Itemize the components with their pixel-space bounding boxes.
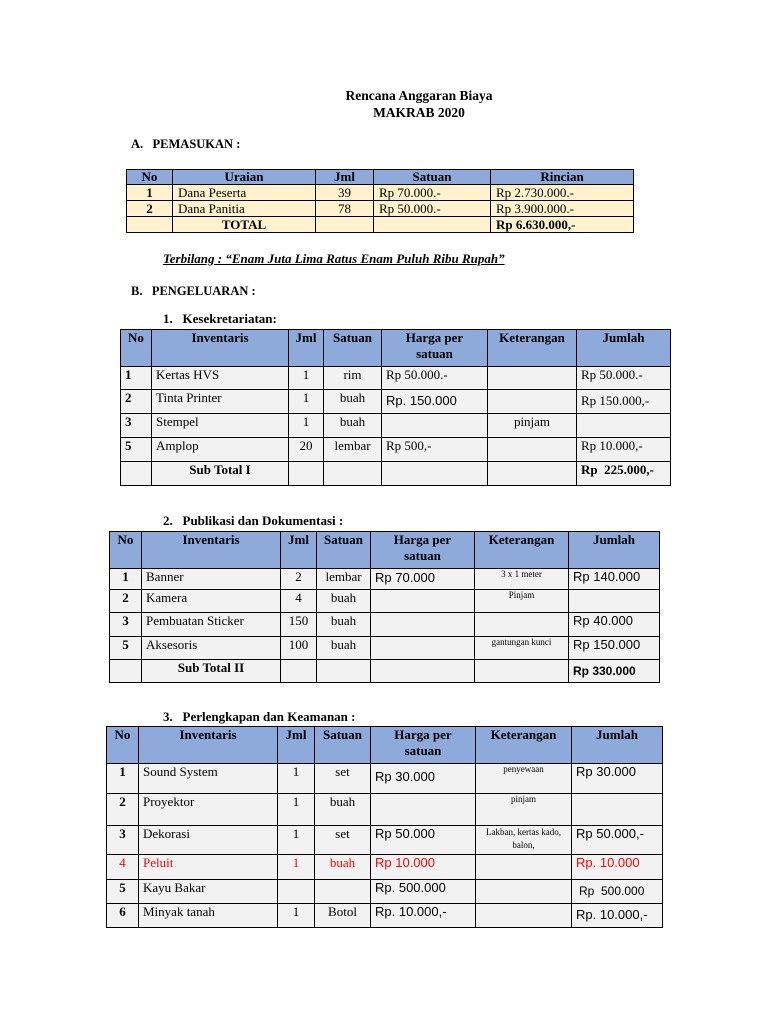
subtotal-row — [121, 462, 671, 486]
cell-keterangan — [475, 613, 569, 637]
cell-no: 1 — [110, 569, 142, 590]
table-row — [110, 590, 660, 613]
cell-inventaris: Kertas HVS — [152, 367, 289, 390]
cell-harga: Rp. 10.000,- — [371, 904, 476, 928]
col-header-no: No — [110, 532, 142, 569]
cell-jml: 150 — [281, 613, 317, 637]
col-header-satuan: Satuan — [374, 170, 491, 185]
cell-jumlah: Rp 40.000 — [569, 613, 660, 637]
cell-inventaris: Aksesoris — [142, 637, 281, 660]
cell-no: 5 — [110, 637, 142, 660]
cell-harga: Rp 50.000 — [371, 826, 476, 855]
col-header-satuan: Satuan — [324, 330, 382, 367]
cell-inventaris: Amplop — [152, 438, 289, 462]
cell-no: 1 — [127, 185, 173, 201]
section-heading-pengeluaran: B. PENGELUARAN : — [131, 284, 256, 298]
cell-jumlah: Rp 50.000.- — [577, 367, 671, 390]
table-header-row — [127, 170, 634, 185]
subtotal-label: Sub Total II — [142, 660, 281, 683]
cell-jml: 1 — [289, 367, 324, 390]
col-header-keterangan: Keterangan — [488, 330, 577, 367]
cell-keterangan: penyewaan — [476, 764, 572, 794]
col-header-uraian: Uraian — [173, 170, 316, 185]
cell-satuan: set — [315, 764, 371, 794]
cell-satuan: Rp 50.000.- — [374, 201, 491, 217]
cell-satuan: buah — [315, 794, 371, 826]
subsection-heading-kesekretariatan: 1. Kesekretariatan: — [163, 311, 277, 326]
cell-inventaris: Kayu Bakar — [139, 880, 278, 904]
cell-satuan: lembar — [324, 438, 382, 462]
perlengkapan-table — [106, 726, 663, 928]
cell-jml: 1 — [289, 414, 324, 438]
cell-jml: 1 — [278, 904, 315, 928]
empty-cell — [488, 462, 577, 486]
col-header-no: No — [127, 170, 173, 185]
cell-no: 2 — [107, 794, 139, 826]
cell-inventaris: Minyak tanah — [139, 904, 278, 928]
cell-inventaris: Sound System — [139, 764, 278, 794]
table-row — [107, 904, 663, 928]
cell-no: 4 — [107, 855, 139, 880]
cell-jml: 2 — [281, 569, 317, 590]
cell-satuan: set — [315, 826, 371, 855]
table-header-row — [121, 330, 671, 367]
cell-jumlah: Rp 500.000 — [572, 880, 663, 904]
cell-harga: Rp 50.000.- — [382, 367, 488, 390]
cell-keterangan: pinjam — [488, 414, 577, 438]
cell-satuan: buah — [317, 590, 371, 613]
subtotal-value: Rp 225.000,- — [577, 462, 671, 486]
table-row — [110, 569, 660, 590]
cell-no: 3 — [121, 414, 152, 438]
publikasi-table — [109, 531, 660, 683]
col-header-jml: Jml — [316, 170, 374, 185]
col-header-jumlah: Jumlah — [569, 532, 660, 569]
cell-jml: 1 — [278, 794, 315, 826]
kesekretariatan-table — [120, 329, 671, 486]
table-row — [121, 367, 671, 390]
col-header-harga: Harga per satuan — [371, 727, 476, 764]
cell-inventaris: Peluit — [139, 855, 278, 880]
cell-no: 6 — [107, 904, 139, 928]
table-row — [110, 613, 660, 637]
cell-harga — [371, 794, 476, 826]
cell-satuan: buah — [324, 414, 382, 438]
table-row — [107, 764, 663, 794]
cell-harga — [371, 613, 475, 637]
empty-cell — [317, 660, 371, 683]
cell-no: 1 — [121, 367, 152, 390]
pemasukan-table — [126, 169, 634, 233]
cell-harga: Rp 500,- — [382, 438, 488, 462]
cell-jml: 20 — [289, 438, 324, 462]
empty-cell — [382, 462, 488, 486]
title-line-2: MAKRAB 2020 — [373, 105, 465, 120]
cell-harga — [371, 590, 475, 613]
col-header-jumlah: Jumlah — [577, 330, 671, 367]
empty-cell — [475, 660, 569, 683]
cell-satuan: buah — [317, 637, 371, 660]
cell-jumlah: Rp 140.000 — [569, 569, 660, 590]
table-row — [110, 637, 660, 660]
document-title — [0, 87, 768, 121]
cell-jml: 39 — [316, 185, 374, 201]
col-header-satuan: Satuan — [315, 727, 371, 764]
cell-keterangan — [488, 438, 577, 462]
empty-cell — [371, 660, 475, 683]
empty-cell — [374, 217, 491, 233]
empty-cell — [127, 217, 173, 233]
cell-jml: 78 — [316, 201, 374, 217]
cell-jml: 1 — [289, 390, 324, 414]
cell-keterangan — [488, 367, 577, 390]
cell-keterangan: gantungan kunci — [475, 637, 569, 660]
cell-satuan: Botol — [315, 904, 371, 928]
cell-jml: 1 — [278, 764, 315, 794]
cell-jml: 1 — [278, 826, 315, 855]
cell-inventaris: Tinta Printer — [152, 390, 289, 414]
cell-satuan: buah — [324, 390, 382, 414]
cell-jumlah: Rp 30.000 — [572, 764, 663, 794]
empty-cell — [110, 660, 142, 683]
cell-no: 3 — [107, 826, 139, 855]
subsection-heading-perlengkapan: 3. Perlengkapan dan Keamanan : — [163, 709, 356, 724]
terbilang-text: Terbilang : “Enam Juta Lima Ratus Enam Puluh Ribu Rupah” — [163, 251, 505, 266]
table-row — [121, 414, 671, 438]
cell-inventaris: Stempel — [152, 414, 289, 438]
cell-keterangan — [476, 904, 572, 928]
cell-uraian: Dana Panitia — [173, 201, 316, 217]
cell-no: 5 — [107, 880, 139, 904]
cell-jumlah: Rp 10.000,- — [577, 438, 671, 462]
cell-satuan: lembar — [317, 569, 371, 590]
col-header-jml: Jml — [278, 727, 315, 764]
cell-inventaris: Proyektor — [139, 794, 278, 826]
cell-keterangan: 3 x 1 meter — [475, 569, 569, 590]
cell-no: 1 — [107, 764, 139, 794]
cell-rincian: Rp 3.900.000.- — [491, 201, 634, 217]
cell-jumlah — [577, 414, 671, 438]
subtotal-value: Rp 330.000 — [569, 660, 660, 683]
col-header-no: No — [107, 727, 139, 764]
cell-inventaris: Pembuatan Sticker — [142, 613, 281, 637]
cell-keterangan: Pinjam — [475, 590, 569, 613]
cell-jumlah — [572, 794, 663, 826]
cell-jumlah: Rp 50.000,- — [572, 826, 663, 855]
cell-harga: Rp 70.000 — [371, 569, 475, 590]
col-header-inventaris: Inventaris — [142, 532, 281, 569]
table-row — [121, 438, 671, 462]
empty-cell — [121, 462, 152, 486]
cell-jumlah: Rp 150.000 — [569, 637, 660, 660]
empty-cell — [289, 462, 324, 486]
cell-harga: Rp. 500.000 — [371, 880, 476, 904]
cell-keterangan: Lakban, kertas kado, balon, — [476, 826, 572, 855]
col-header-rincian: Rincian — [491, 170, 634, 185]
cell-inventaris: Kamera — [142, 590, 281, 613]
cell-uraian: Dana Peserta — [173, 185, 316, 201]
empty-cell — [324, 462, 382, 486]
col-header-harga: Harga per satuan — [371, 532, 475, 569]
cell-satuan: Rp 70.000.- — [374, 185, 491, 201]
cell-keterangan — [476, 880, 572, 904]
cell-inventaris: Banner — [142, 569, 281, 590]
section-heading-pemasukan: A. PEMASUKAN : — [131, 137, 241, 151]
cell-harga: Rp 10.000 — [371, 855, 476, 880]
cell-harga — [382, 414, 488, 438]
cell-inventaris: Dekorasi — [139, 826, 278, 855]
col-header-jml: Jml — [281, 532, 317, 569]
subtotal-row — [110, 660, 660, 683]
cell-harga — [371, 637, 475, 660]
cell-jml: 100 — [281, 637, 317, 660]
cell-satuan: buah — [317, 613, 371, 637]
table-row-highlighted — [107, 855, 663, 880]
total-row — [127, 217, 634, 233]
cell-keterangan — [488, 390, 577, 414]
col-header-keterangan: Keterangan — [475, 532, 569, 569]
cell-no: 5 — [121, 438, 152, 462]
table-row — [127, 201, 634, 217]
cell-no: 2 — [121, 390, 152, 414]
total-label: TOTAL — [173, 217, 316, 233]
cell-no: 2 — [127, 201, 173, 217]
table-row — [107, 826, 663, 855]
cell-harga: Rp. 150.000 — [382, 390, 488, 414]
col-header-satuan: Satuan — [317, 532, 371, 569]
cell-jml: 1 — [278, 855, 315, 880]
subsection-heading-publikasi: 2. Publikasi dan Dokumentasi : — [163, 513, 344, 528]
total-value: Rp 6.630.000,- — [491, 217, 634, 233]
table-row — [127, 185, 634, 201]
col-header-no: No — [121, 330, 152, 367]
cell-jumlah: Rp 150.000,- — [577, 390, 671, 414]
empty-cell — [316, 217, 374, 233]
title-line-1: Rencana Anggaran Biaya — [345, 88, 493, 103]
cell-harga: Rp 30.000 — [371, 764, 476, 794]
col-header-inventaris: Inventaris — [152, 330, 289, 367]
table-row — [107, 880, 663, 904]
col-header-jumlah: Jumlah — [572, 727, 663, 764]
table-row — [107, 794, 663, 826]
cell-jml: 4 — [281, 590, 317, 613]
col-header-jml: Jml — [289, 330, 324, 367]
table-row — [121, 390, 671, 414]
cell-jumlah: Rp. 10.000 — [572, 855, 663, 880]
cell-keterangan: pinjam — [476, 794, 572, 826]
empty-cell — [281, 660, 317, 683]
subtotal-label: Sub Total I — [152, 462, 289, 486]
cell-no: 2 — [110, 590, 142, 613]
cell-jml — [278, 880, 315, 904]
cell-satuan: rim — [324, 367, 382, 390]
cell-no: 3 — [110, 613, 142, 637]
col-header-inventaris: Inventaris — [139, 727, 278, 764]
cell-rincian: Rp 2.730.000.- — [491, 185, 634, 201]
col-header-harga: Harga per satuan — [382, 330, 488, 367]
table-header-row — [110, 532, 660, 569]
cell-satuan — [315, 880, 371, 904]
cell-keterangan — [476, 855, 572, 880]
table-header-row — [107, 727, 663, 764]
col-header-keterangan: Keterangan — [476, 727, 572, 764]
cell-jumlah: Rp. 10.000,- — [572, 904, 663, 928]
cell-satuan: buah — [315, 855, 371, 880]
cell-jumlah — [569, 590, 660, 613]
